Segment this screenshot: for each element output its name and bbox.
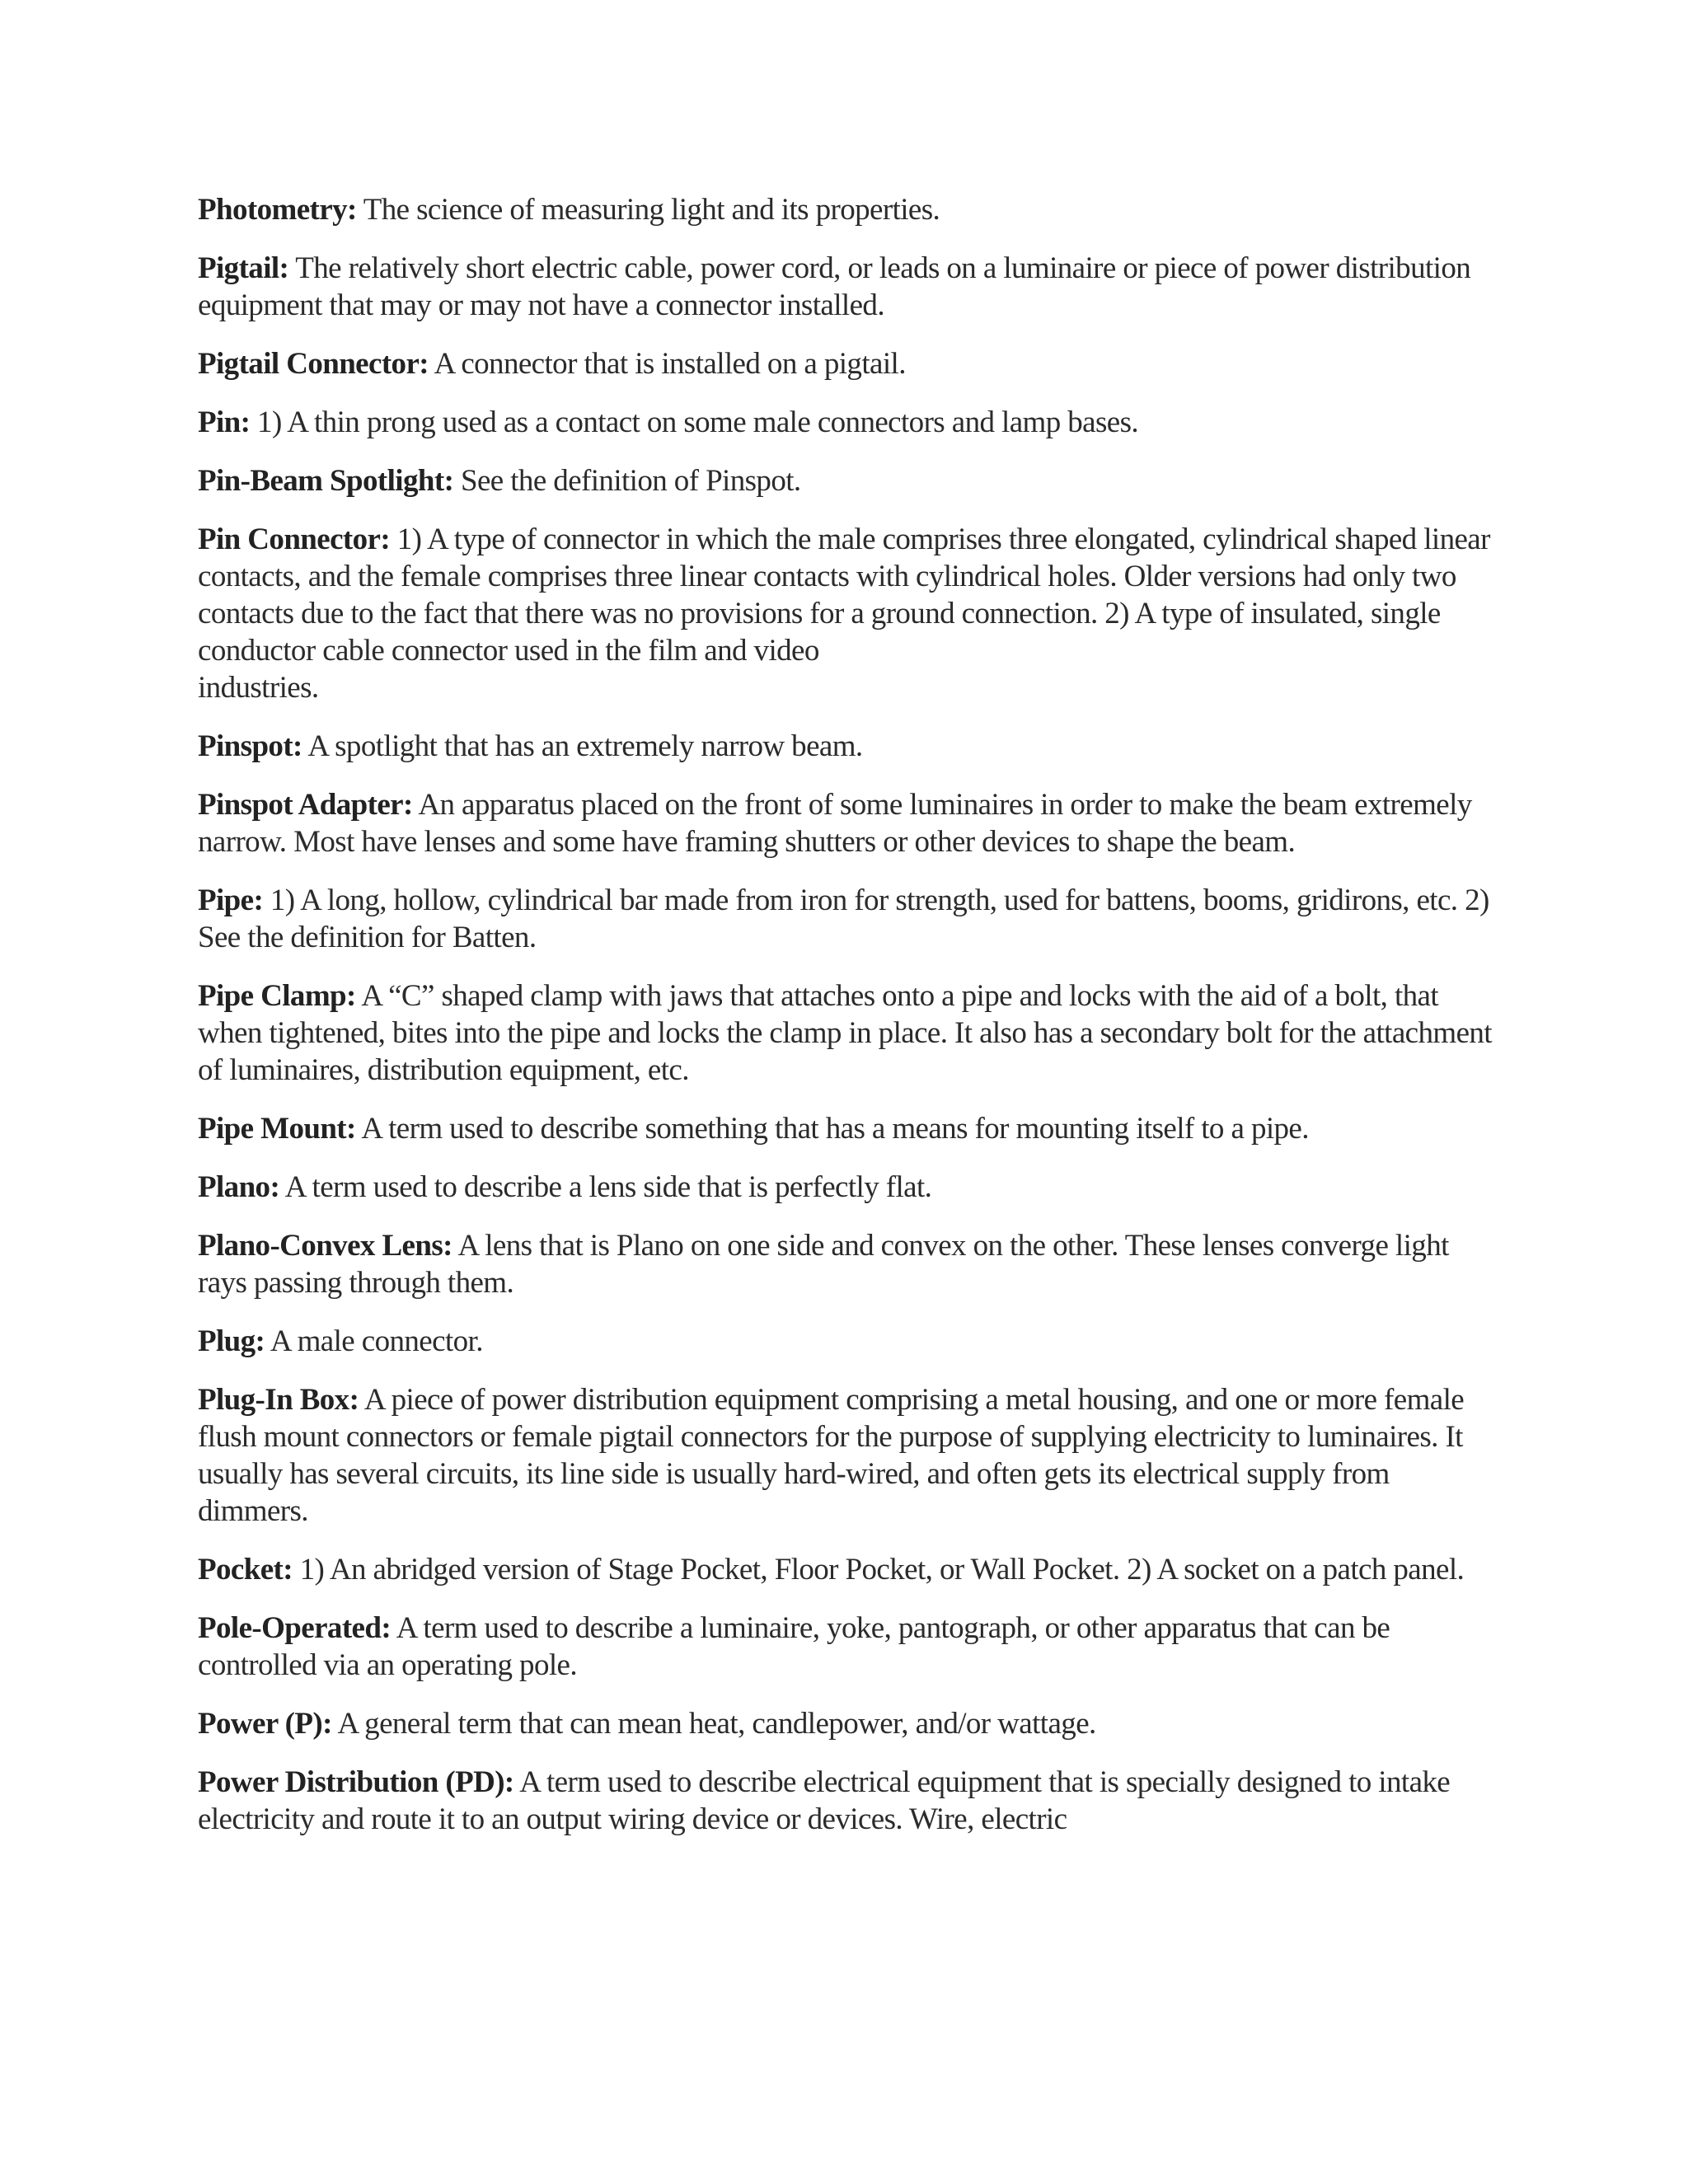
glossary-entry-plano xyxy=(198,1169,1504,1206)
glossary-term: Pipe Mount: xyxy=(198,1112,356,1146)
glossary-term: Pin-Beam Spotlight: xyxy=(198,464,454,498)
glossary-entry-pin xyxy=(198,404,1504,441)
glossary-entry-pocket xyxy=(198,1551,1504,1588)
glossary-entry-pigtail xyxy=(198,250,1504,324)
glossary-definition: A “C” shaped clamp with jaws that attaches onto a pipe and locks with the aid of a bolt, that when tightened, bites into the pipe and locks the clamp in place. It also has a secondary bolt for the attachment of luminaires, distribution equipment, etc. xyxy=(198,979,1492,1087)
glossary-entry-plano-convex-lens xyxy=(198,1227,1504,1301)
glossary-definition: An apparatus placed on the front of some luminaires in order to make the beam extremely narrow. Most have lenses and some have framing shutters or other devices to shape the beam. xyxy=(198,788,1472,859)
glossary-definition: A spotlight that has an extremely narrow beam. xyxy=(307,729,863,763)
glossary-term: Pin Connector: xyxy=(198,523,391,556)
glossary-term: Pole-Operated: xyxy=(198,1611,392,1645)
glossary-definition: A male connector. xyxy=(270,1324,483,1358)
glossary-definition: A term used to describe a lens side that is perfectly flat. xyxy=(284,1170,932,1204)
glossary-entry-pin-beam-spotlight xyxy=(198,462,1504,499)
glossary-definition: 1) A thin prong used as a contact on some male connectors and lamp bases. xyxy=(257,405,1139,439)
glossary-term: Pinspot Adapter: xyxy=(198,788,413,822)
glossary-entry-pole-operated xyxy=(198,1610,1504,1684)
glossary-entry-pipe-clamp xyxy=(198,977,1504,1089)
glossary-definition: A general term that can mean heat, candlepower, and/or wattage. xyxy=(337,1707,1096,1741)
glossary-content xyxy=(198,191,1504,1859)
glossary-term: Plano-Convex Lens: xyxy=(198,1229,452,1263)
glossary-entry-pipe xyxy=(198,882,1504,956)
glossary-term: Pipe Clamp: xyxy=(198,979,356,1013)
glossary-term: Pigtail Connector: xyxy=(198,347,429,381)
glossary-term: Power (P): xyxy=(198,1707,332,1741)
glossary-entry-pin-connector xyxy=(198,521,1504,706)
glossary-definition: A term used to describe something that has a means for mounting itself to a pipe. xyxy=(361,1112,1309,1146)
glossary-definition: A connector that is installed on a pigtail. xyxy=(434,347,906,381)
glossary-definition: A term used to describe electrical equipment that is specially designed to intake electricity and route it to an output wiring device or devices. Wire, electric xyxy=(198,1765,1451,1836)
glossary-definition: 1) A long, hollow, cylindrical bar made from iron for strength, used for battens, booms, gridirons, etc. 2) See the definition for Batten. xyxy=(198,883,1489,954)
glossary-entry-plug-in-box xyxy=(198,1381,1504,1530)
glossary-term: Pipe: xyxy=(198,883,264,917)
glossary-term: Pin: xyxy=(198,405,251,439)
glossary-definition: 1) A type of connector in which the male comprises three elongated, cylindrical shaped linear contacts, and the female comprises three linear contacts with cylindrical holes. Older versions had only two contacts due to the fact that there was no provisions for a ground connection. 2) A type of insulated, single conductor cable connector used in the film and video xyxy=(198,523,1490,668)
glossary-entry-pinspot-adapter xyxy=(198,786,1504,860)
glossary-entry-pigtail-connector xyxy=(198,345,1504,382)
glossary-entry-power-distribution xyxy=(198,1764,1504,1838)
glossary-term: Power Distribution (PD): xyxy=(198,1765,514,1799)
glossary-term: Plano: xyxy=(198,1170,280,1204)
glossary-term: Pinspot: xyxy=(198,729,302,763)
glossary-entry-photometry xyxy=(198,191,1504,228)
glossary-definition: A term used to describe a luminaire, yoke, pantograph, or other apparatus that can be controlled via an operating pole. xyxy=(198,1611,1390,1682)
glossary-entry-plug xyxy=(198,1323,1504,1360)
glossary-definition: The relatively short electric cable, power cord, or leads on a luminaire or piece of power distribution equipment that may or may not have a connector installed. xyxy=(198,251,1471,322)
glossary-definition: See the definition of Pinspot. xyxy=(460,464,801,498)
glossary-definition: The science of measuring light and its properties. xyxy=(363,193,940,227)
glossary-term: Plug-In Box: xyxy=(198,1383,359,1417)
glossary-definition: A piece of power distribution equipment comprising a metal housing, and one or more female flush mount connectors or female pigtail connectors for the purpose of supplying electricity to luminaires. It usually has several circuits, its line side is usually hard-wired, and often gets its electrical supply from dimmers. xyxy=(198,1383,1465,1528)
glossary-entry-pinspot xyxy=(198,728,1504,765)
glossary-term: Plug: xyxy=(198,1324,265,1358)
glossary-definition: A lens that is Plano on one side and convex on the other. These lenses converge light rays passing through them. xyxy=(198,1229,1449,1300)
glossary-term: Photometry: xyxy=(198,193,357,227)
glossary-term: Pocket: xyxy=(198,1553,293,1586)
glossary-entry-power xyxy=(198,1705,1504,1742)
glossary-entry-pipe-mount xyxy=(198,1110,1504,1147)
glossary-term: Pigtail: xyxy=(198,251,289,285)
glossary-definition: 1) An abridged version of Stage Pocket, Floor Pocket, or Wall Pocket. 2) A socket on a patch panel. xyxy=(299,1553,1465,1586)
glossary-definition-continued: industries. xyxy=(198,671,319,705)
